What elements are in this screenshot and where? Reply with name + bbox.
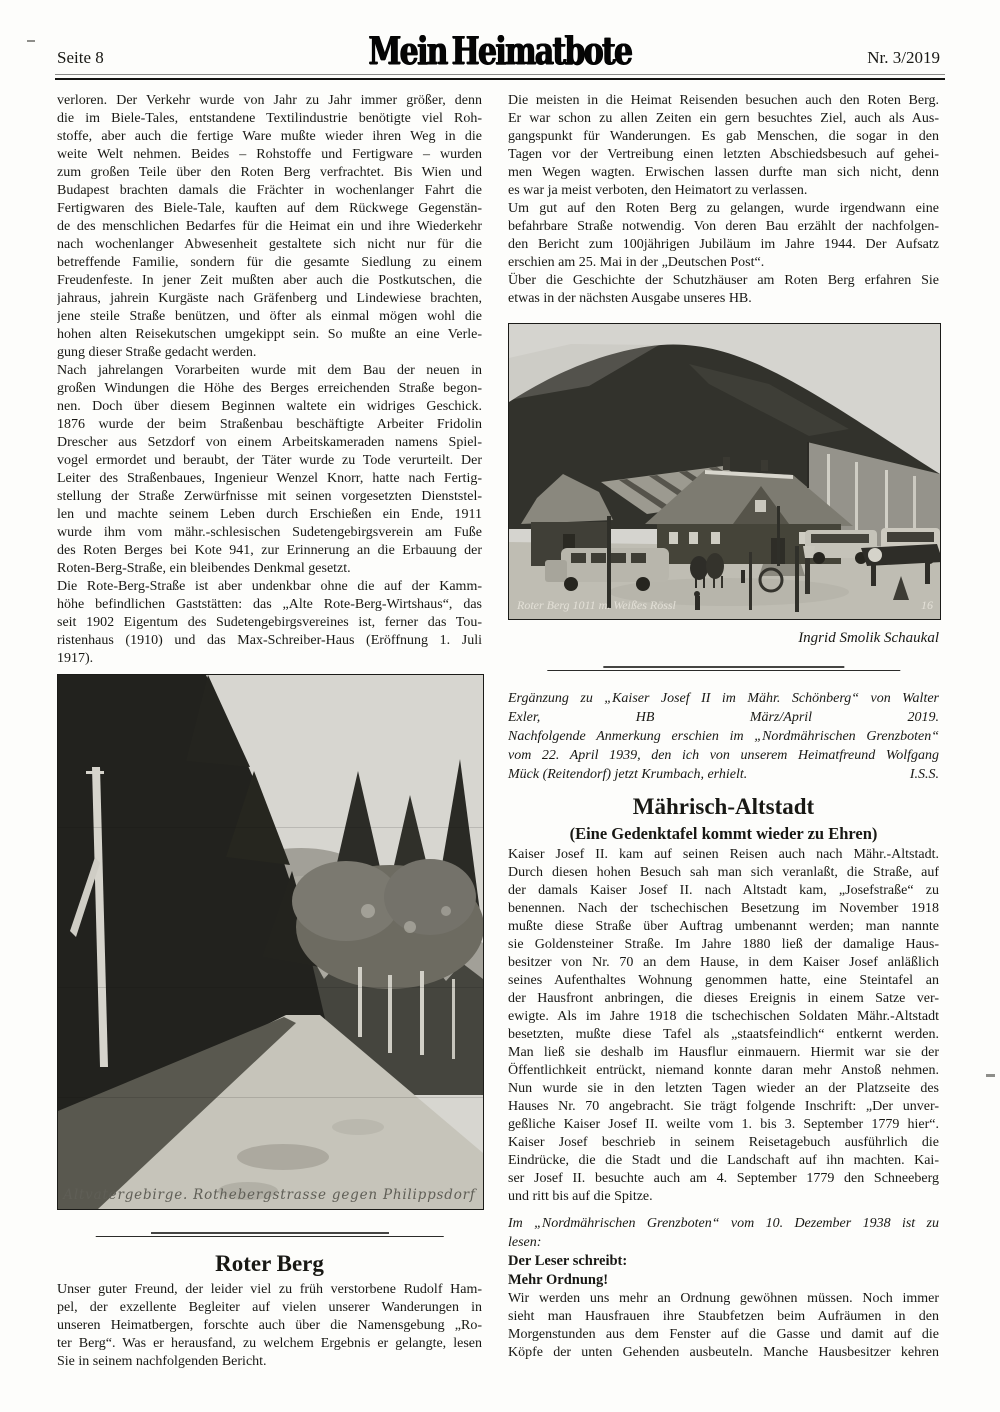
text-line: nach wochenlanger Abwesenheit gestaltete sich nicht nur für die [57,237,482,252]
header-rule [55,74,945,80]
scan-artifact [986,1074,995,1077]
section-title-roter-berg: Roter Berg [215,1251,324,1276]
text-line: zum großen Teile über den Roten Berg verfrachtet. Bis Wien und [57,165,482,180]
text-line: Über die Geschichte der Schutzhäuser am Roten Berg erfahren Sie [508,273,939,288]
page-header [0,0,1000,80]
text-line: wurde ihm vom mähr.-schlesischen Sudetengebirgsverein am Fuße [57,525,482,540]
text-line: Ergänzung zu „Kaiser Josef II im Mähr. Schönberg“ von Walter [508,691,939,706]
text-line: gangspunkt für Wanderungen. Es gab Menschen, die sogar in den [508,129,939,144]
text-line: erschien am 25. Mai in der „Deutschen Post“. [508,255,765,270]
text-line: verloren. Der Verkehr wurde von Jahr zu Jahr immer größer, denn [57,93,482,108]
text-line: Öffentlichkeit entrückt, niemand konnte daran mehr Anstoß nehmen. [508,1063,939,1078]
text-line: stellung der Straße Zerwürfnisse mit seinen vorgesetzten Dienststel- [57,489,482,504]
divider-short-rule [151,1232,389,1234]
text-line: Nach jahrelangen Vorarbeiten wurde mit dem Bau der neuen in [57,363,482,378]
text-line: Kaiser Josef II. kam auf seinen Reisen auch nach Mähr.-Altstadt. [508,847,939,862]
text-line: Die Rote-Berg-Straße ist aber undenkbar ohne die auf der Kamm- [57,579,482,594]
text-line: sie Goldensteiner Straße. Im Jahre 1880 ließ der damalige Haus- [508,937,939,952]
text-line: ter Berg“. Was er herausfand, zu welchem Ergebnis er gelangte, lesen [57,1336,482,1351]
text-line: len und machte seinem Leben durch Erschießen ein Ende, 1911 [57,507,482,522]
text-line: pel, der exzellente Begleiter auf vielen unserer Wanderungen in [57,1300,482,1315]
text-line: Fertigwaren des Biele-Tale, kauften auf dem Rückwege Gegenstän- [57,201,482,216]
text-line: 1876 wurde der beim Straßenbau beschäftigte Arbeiter Fridolin [57,417,482,432]
text-line: men Wegen wagten. Erwischen lassen durfte man sich nicht, denn [508,165,939,180]
page-number: Seite 8 [57,48,104,67]
roter-berg-visitors-text [508,92,939,308]
text-line: höhe befindlichen Gaststätten: das „Alte Rote-Berg-Wirtshaus“, das [57,597,482,612]
roter-berg-postcard-photo [508,323,939,620]
text-line: vom 22. April 1939, den ich von unserem Heimatfreund Wolfgang [508,748,939,763]
text-line: seines Aufenthaltes Wohnung genommen hatte, eine Steintafel an [508,973,939,988]
article-text-continued [57,92,482,668]
text-line: Man ließ sie deshalb im Hausflur einmauern. Hiermit war sie der [508,1045,939,1060]
text-line: Leiter des Straßenbaues, Ingenieur Wenzel Knorr, hatte nach Fertig- [57,471,482,486]
text-line: weite Welt nehmen. Beides – Rohstoffe und Fertigware – wurden [57,147,482,162]
text-line: Roten-Berg-Straße, ein bleibendes Denkmal gesetzt. [57,561,351,576]
text-line: großen Windungen die Höhe des Berges erreichenden Straße begon- [57,381,482,396]
text-line: Um gut auf den Roten Berg zu gelangen, wurde irgendwann eine [508,201,939,216]
right-column [508,92,939,1371]
text-line: Exler, HB März/April 2019. [508,710,939,725]
section-divider [57,1232,482,1241]
text-line: hohen alten Reisekutschen umgekippt sein. So mußte an eine Verle- [57,327,482,342]
text-line: Tagen vor der Vertreibung einen letzten Abschiedsbesuch auf gehei- [508,147,939,162]
text-line: Unser guter Freund, der leider viel zu früh verstorbene Rudolf Ham- [57,1282,482,1297]
photo-credit: Ingrid Smolik Schaukal [798,630,939,646]
altstadt-body [508,846,939,1206]
text-line: jene steile Straße benützen, und öfter als einmal mögen wohl die [57,309,482,324]
editor-note-last-line [508,765,939,784]
text-line: jahraus, jahrein Kurgäste nach Gräfenberg und Lindewiese brachten, [57,291,482,306]
photo-handwritten-caption: Altvatergebirge. Rothebergstrasse gegen Philippsdorf [63,1187,476,1203]
text-line: besitzer von Nr. 70 an dem Hause, in dem Kaiser Josef anläßlich [508,955,939,970]
text-line: die im Biele-Tales, entstandene Textilindustrie benötigte viel Roh- [57,111,482,126]
reader-title: Mehr Ordnung! [508,1272,609,1288]
masthead-logo: Mein Heimatbote [368,28,632,73]
text-line: etwas in der nächsten Ausgabe unseres HB. [508,291,752,306]
grenzboten-note [508,1214,939,1252]
text-line: 1917). [57,651,94,666]
text-line: Sie in seinem nachfolgenden Bericht. [57,1354,267,1369]
text-line: vogel ermordet und beraubt, der Täter wurde zu Tode verurteilt. Der [57,453,482,468]
postcard-photo-illustration [508,323,941,620]
two-column-body [0,92,1000,1371]
text-line: ewigte. Als im Jahre 1918 die tschechischen Soldaten Mähr.-Altstadt [508,1009,939,1024]
editor-note-lines [508,689,939,765]
reader-heading: Der Leser schreibt: [508,1253,628,1269]
section-subtitle: (Eine Gedenktafel kommt wieder zu Ehren) [569,824,878,843]
text-line: und ritt bis auf die Spitze. [508,1189,653,1204]
text-line: Drescher aus Setzdorf von einem Arbeitskameraden namens Spiel- [57,435,482,450]
text-line: besetzten, mußte diese Tafel als „staatsfeindlich“ entkernt werden. [508,1027,939,1042]
text-line: nen. Doch über diesem Beginnen waltete ein widriges Geschick. [57,399,482,414]
text-line: Eindrücke, die die Stadt und die Landschaft auf ihn machten. Kai- [508,1153,939,1168]
text-line: Kaiser Josef beschrieb in seinem Reisetagebuch ausführlich die [508,1135,939,1150]
text-line: ristenhaus (1910) und das Max-Schreiber-Haus (Eröffnung 1. Juli [57,633,482,648]
road-photo-illustration [57,674,484,1210]
section-divider [508,666,939,675]
text-line: den Bericht zum 100jährigen Jubiläum im Jahre 1944. Der Aufsatz [508,237,939,252]
divider-long-rule [547,670,900,671]
text-line: mußte diese Straße über Auftrag umbenannt werden; man nannte [508,919,939,934]
text-line: es war ja meist verboten, den Heimatort zu verlassen. [508,183,808,198]
text-line: Morgenstunden aus dem Fenster auf die Gasse und damit auf die [508,1327,939,1342]
divider-long-rule [95,1236,444,1237]
text-line: betreffende Familie, sondern für die gesamte Siedlung zu einem [57,255,482,270]
divider-short-rule [603,666,844,668]
text-line: der Hausfront anbringen, die dieses Ereignis in einem Satze ver- [508,991,939,1006]
text-line: sieht man Hausfrauen ihre Staubfetzen beim Aufräumen in den [508,1309,939,1324]
text-line: seit 1902 Eigentum des Sudetengebirgsvereines ist, ferner das Tou- [57,615,482,630]
grenzboten-note-lines [508,1214,939,1252]
text-line: befahrbare Straße notwendig. Von deren Bau erzählt der nachfolgen- [508,219,939,234]
roter-berg-intro [57,1281,482,1371]
text-line: de des menschlichen Bedarfes für die Heimat ein und ihre Wiederkehr [57,219,482,234]
text-line: Nachfolgende Anmerkung erschien im „Nordmährischen Grenzboten“ [508,729,939,744]
text-line: Die meisten in die Heimat Reisenden besuchen auch den Roten Berg. [508,93,939,108]
text-line: Er war schon zu allen Zeiten ein gern besuchtes Ziel, auch als Aus- [508,111,939,126]
section-title-maehrisch-altstadt: Mährisch-Altstadt [632,794,815,819]
left-column [57,92,482,1371]
text-line: ser Josef II. besuchte auch am 4. September 1779 den Schneeberg [508,1171,939,1186]
text-line: der damals Kaiser Josef II. nach Altstadt kam, „Josefstraße“ zu [508,883,939,898]
text-line: benennen. Nach der tschechischen Besetzung im November 1918 [508,901,939,916]
text-line: Budapest brachten damals die Frächter in wochenlanger Fahrt die [57,183,482,198]
road-photo [57,674,482,1210]
text-line: gung dieser Straße gedacht werden. [57,345,257,360]
editor-initials: I.S.S. [909,767,939,782]
photo-overlay-caption: Roter Berg 1011 m. Weißes Rössl [517,598,676,612]
photo-overlay-number: 16 [921,598,933,612]
text-line: geßliche Kaiser Josef II. weilte vom 1. bis 3. September 1779 hier“. [508,1117,939,1132]
text-line: stoffe, aber auch die fertige Ware mußte wieder ihren Weg in die [57,129,482,144]
text-line: Freudenfeste. In jener Zeit mußten aber auch die Postkutschen, die [57,273,482,288]
text-line: Im „Nordmährischen Grenzboten“ vom 10. Dezember 1938 ist zu [508,1216,939,1231]
text-line: des Roten Berges bei Kote 941, zur Erinnerung an die Erbauung der [57,543,482,558]
text-line: Wir werden uns mehr an Ordnung gewöhnen müssen. Noch immer [508,1291,939,1306]
text-line: lesen: [508,1235,542,1250]
text-line: Hauses Nr. 70 angebracht. Sie trägt folgende Inschrift: „Der unver- [508,1099,939,1114]
text-line: unseren Heimatbergen, forschte auch über die Namensgebung „Ro- [57,1318,482,1333]
text-line: Durch diesen hohen Besuch sah man sich veranlaßt, die Straße, auf [508,865,939,880]
issue-number: Nr. 3/2019 [867,48,940,67]
text-line: Nun wurde sie in den letzten Tagen wieder an der Platzseite des [508,1081,939,1096]
text-line: Köpfe der unten Gehenden ausbeuteln. Manche Hausbesitzer kehren [508,1345,939,1360]
reader-body [508,1290,939,1362]
editor-note-text: Mück (Reitendorf) jetzt Krumbach, erhielt. [508,767,748,782]
editor-note [508,689,939,784]
